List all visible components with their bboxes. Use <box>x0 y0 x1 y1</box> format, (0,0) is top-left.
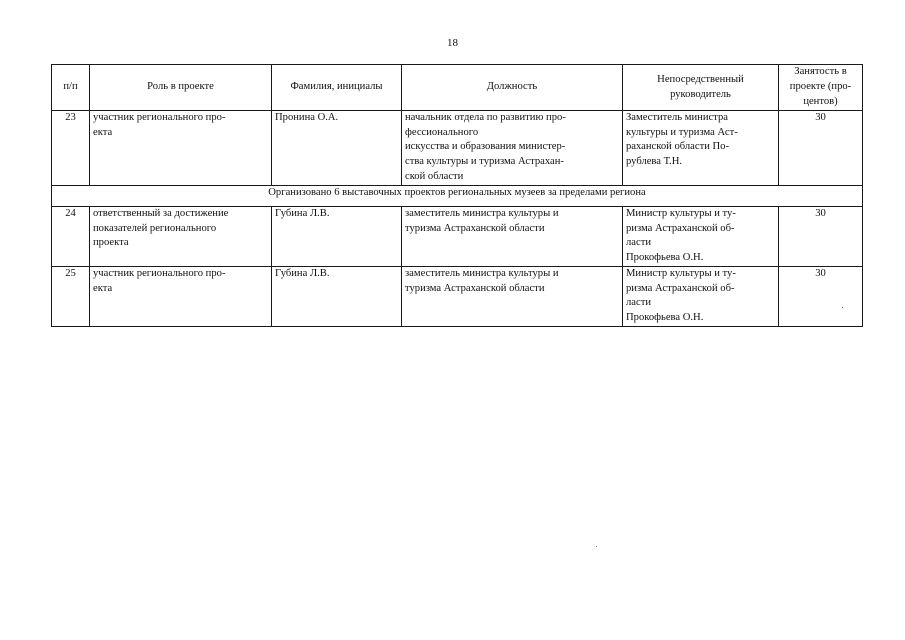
name-cell: Губина Л.В. <box>272 207 402 267</box>
supervisor-line: рублева Т.Н. <box>626 156 682 168</box>
supervisor-line: Прокофьева О.Н. <box>626 312 704 324</box>
position-line: заместитель министра культуры и <box>405 268 559 279</box>
page-number: 18 <box>447 37 458 49</box>
section-title: Организовано 6 выставочных проектов региональных музеев за пределами региона <box>52 186 863 207</box>
header-supervisor-line: руководитель <box>670 88 731 100</box>
header-load-line: проекте (про- <box>789 81 852 93</box>
supervisor-line: Министр культуры и ту- <box>626 268 736 279</box>
load-cell: 30 <box>779 207 863 267</box>
role-cell <box>90 207 272 267</box>
supervisor-line: ласти <box>626 237 651 249</box>
position-cell <box>402 267 623 327</box>
header-num: п/п <box>52 65 90 111</box>
load-cell: 30 <box>779 111 863 186</box>
name-cell: Губина Л.В. <box>272 267 402 327</box>
supervisor-line: Заместитель министра <box>626 112 728 123</box>
position-line: заместитель министра культуры и <box>405 208 559 219</box>
position-line: ства культуры и туризма Астрахан- <box>405 156 564 168</box>
header-position: Должность <box>402 65 623 111</box>
header-supervisor <box>623 65 779 111</box>
position-line: ской области <box>405 170 464 182</box>
header-load-line: Занятость в <box>794 66 847 78</box>
position-cell <box>402 111 623 186</box>
role-line: проекта <box>93 237 129 249</box>
supervisor-cell <box>623 111 779 186</box>
header-row <box>52 65 863 111</box>
role-line: екта <box>93 126 113 138</box>
supervisor-line: ризма Астраханской об- <box>626 282 735 294</box>
row-number: 25 <box>52 267 90 327</box>
supervisor-line: ласти <box>626 297 651 309</box>
position-line: искусства и образования министер- <box>405 141 566 153</box>
header-load <box>779 65 863 111</box>
scan-speck <box>596 546 597 547</box>
role-line: показателей регионального <box>93 222 217 234</box>
header-supervisor-line: Непосредственный <box>657 73 744 85</box>
section-row <box>52 186 863 207</box>
role-line: участник регионального про- <box>93 268 226 279</box>
supervisor-line: Министр культуры и ту- <box>626 208 736 219</box>
load-cell: 30 <box>779 267 863 327</box>
scan-speck <box>842 307 843 308</box>
supervisor-line: культуры и туризма Аст- <box>626 126 738 138</box>
row-number: 24 <box>52 207 90 267</box>
project-roles-table <box>51 64 863 327</box>
supervisor-line: раханской области По- <box>626 141 729 153</box>
role-line: ответственный за достижение <box>93 208 229 219</box>
row-number: 23 <box>52 111 90 186</box>
header-load-line: центов) <box>803 95 838 107</box>
role-cell <box>90 267 272 327</box>
position-line: фессионального <box>405 126 479 138</box>
header-role: Роль в проекте <box>90 65 272 111</box>
role-line: екта <box>93 282 113 294</box>
supervisor-cell <box>623 207 779 267</box>
header-name: Фамилия, инициалы <box>272 65 402 111</box>
table-row <box>52 207 863 267</box>
position-line: начальник отдела по развитию про- <box>405 112 566 123</box>
role-cell <box>90 111 272 186</box>
table-row <box>52 111 863 186</box>
table-row <box>52 267 863 327</box>
name-cell: Пронина О.А. <box>272 111 402 186</box>
position-cell <box>402 207 623 267</box>
supervisor-cell <box>623 267 779 327</box>
position-line: туризма Астраханской области <box>405 282 545 294</box>
supervisor-line: Прокофьева О.Н. <box>626 252 704 264</box>
position-line: туризма Астраханской области <box>405 222 545 234</box>
role-line: участник регионального про- <box>93 112 226 123</box>
supervisor-line: ризма Астраханской об- <box>626 222 735 234</box>
